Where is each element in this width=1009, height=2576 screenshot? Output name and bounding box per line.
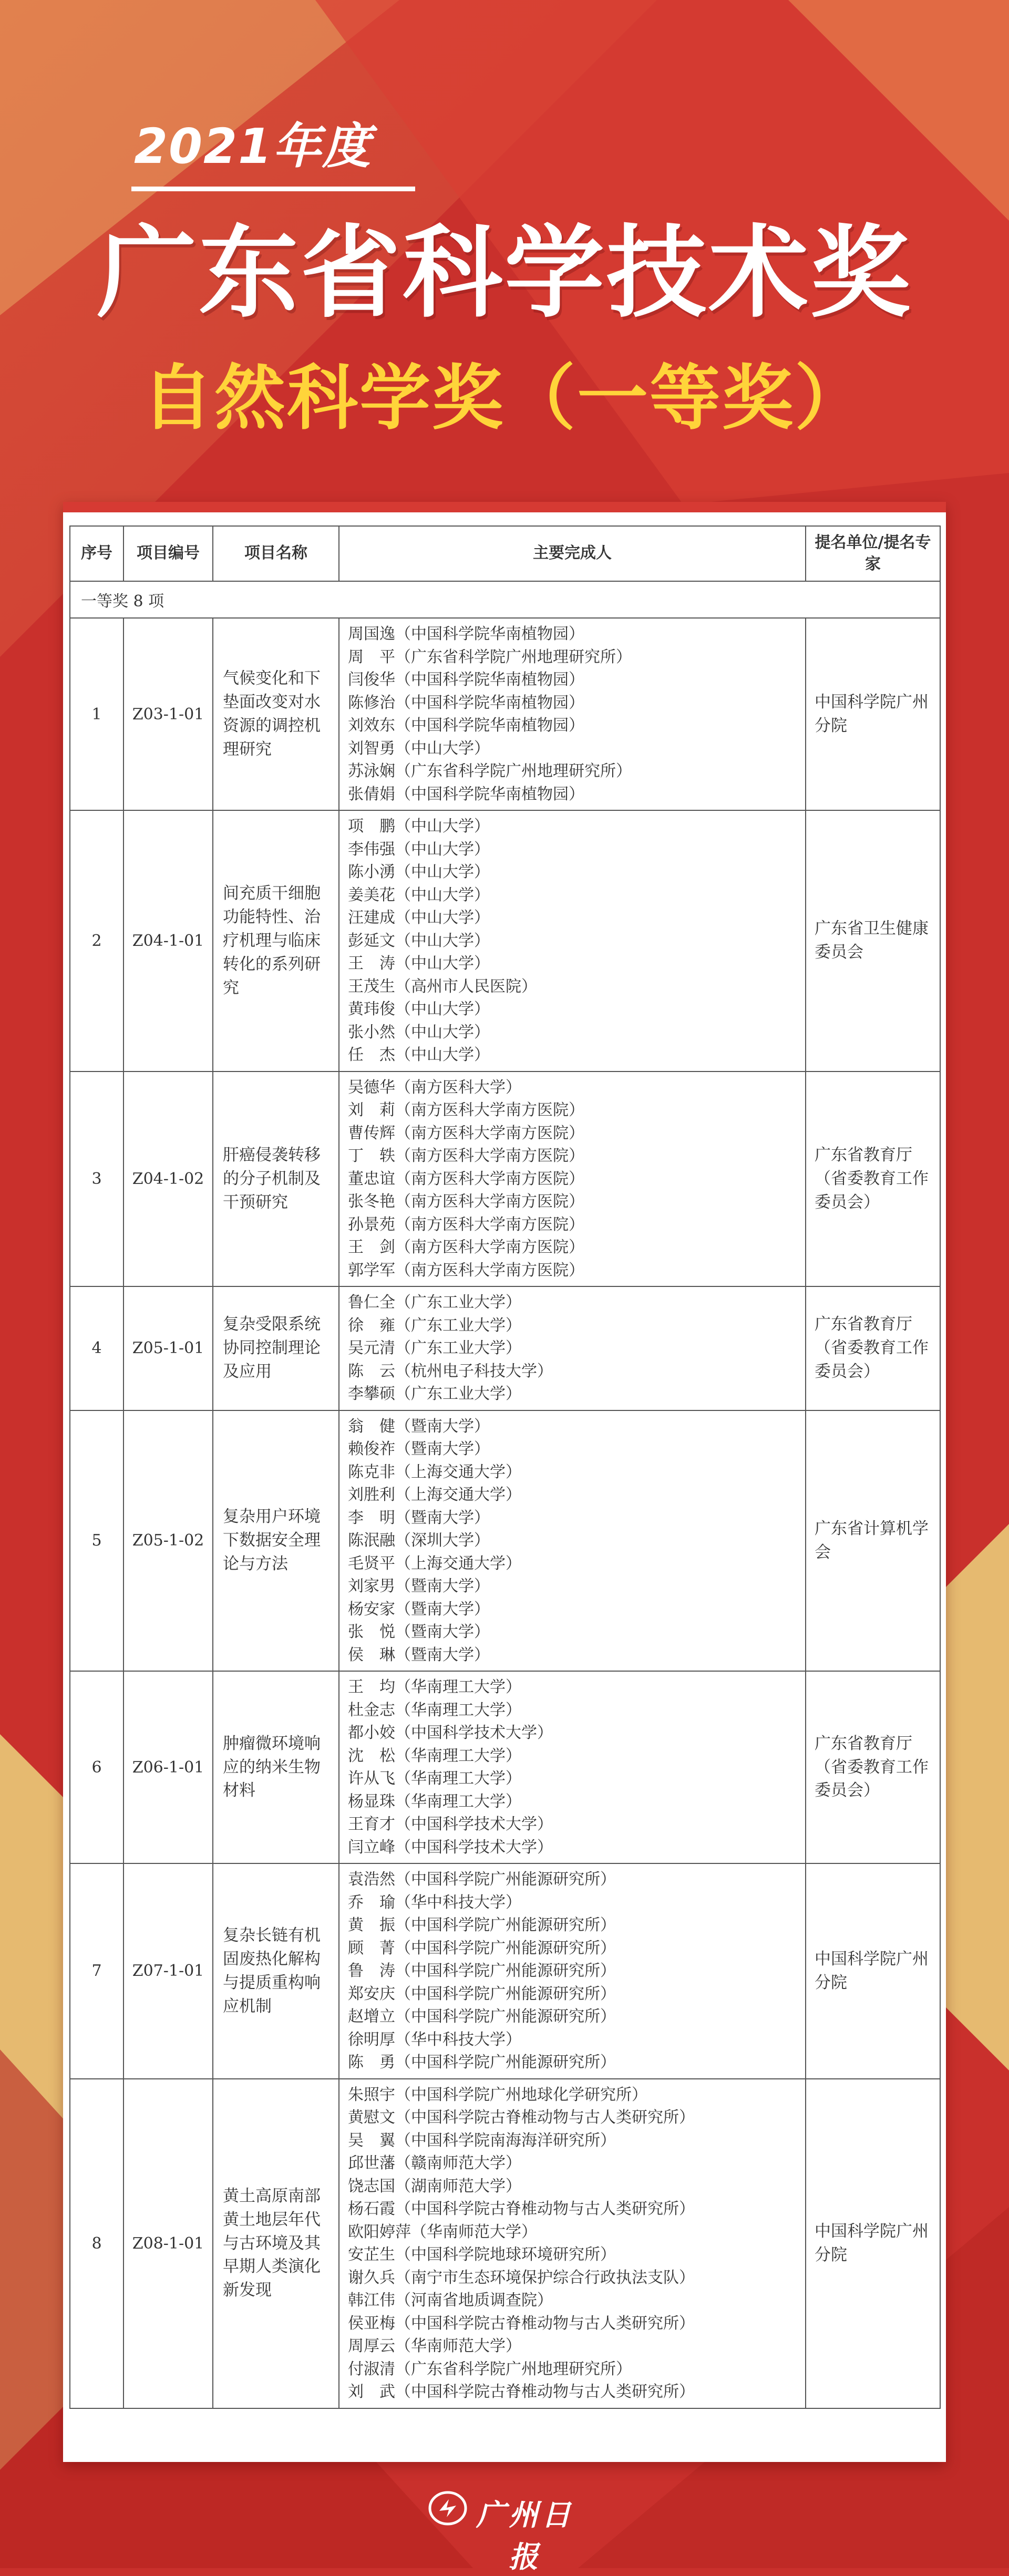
- project-code: Z04-1-01: [123, 810, 213, 1071]
- completer: 李伟强（中山大学）: [348, 840, 490, 859]
- completer: 乔 瑜（华中科技大学）: [348, 1893, 521, 1912]
- row-number: 2: [70, 810, 123, 1071]
- row-number: 5: [70, 1410, 123, 1672]
- project-code: Z08-1-01: [123, 2079, 213, 2408]
- completer: 袁浩然（中国科学院广州能源研究所）: [348, 1870, 616, 1889]
- completer: 王育才（中国科学技术大学）: [348, 1815, 553, 1833]
- awards-panel: [63, 502, 946, 2462]
- table-row: [70, 1286, 940, 1410]
- completer: 饶志国（湖南师范大学）: [348, 2177, 521, 2196]
- footer: [0, 2485, 1009, 2574]
- table-row: [70, 1671, 940, 1863]
- table-row: [70, 2079, 940, 2408]
- header-nominator: 提名单位/提名专家: [806, 526, 940, 581]
- table-row: [70, 1071, 940, 1287]
- completer: 黄 振（中国科学院广州能源研究所）: [348, 1916, 616, 1934]
- completers-list: [339, 1863, 806, 2079]
- completer: 赖俊祚（暨南大学）: [348, 1440, 490, 1458]
- year-label: 2021年度: [134, 118, 372, 174]
- row-number: 4: [70, 1286, 123, 1410]
- project-code: Z04-1-02: [123, 1071, 213, 1287]
- completer: 翁 健（暨南大学）: [348, 1417, 490, 1436]
- completer: 王茂生（高州市人民医院）: [348, 977, 537, 996]
- completer: 黄玮俊（中山大学）: [348, 1000, 490, 1018]
- completers-list: [339, 618, 806, 810]
- completers-list: [339, 1410, 806, 1672]
- logo-text: 广州日报: [476, 2498, 574, 2574]
- completer: 安芷生（中国科学院地球环境研究所）: [348, 2245, 616, 2264]
- section-row: [70, 581, 940, 618]
- completer: 毛贤平（上海交通大学）: [348, 1554, 521, 1573]
- completer: 邱世藩（赣南师范大学）: [348, 2154, 521, 2172]
- completer: 刘 武（中国科学院古脊椎动物与古人类研究所）: [348, 2383, 695, 2401]
- completers-list: [339, 1671, 806, 1863]
- completer: 刘家男（暨南大学）: [348, 1577, 490, 1595]
- completer: 郭学军（南方医科大学南方医院）: [348, 1261, 584, 1280]
- project-code: Z06-1-01: [123, 1671, 213, 1863]
- completer: 董忠谊（南方医科大学南方医院）: [348, 1169, 584, 1188]
- completer: 任 杰（中山大学）: [348, 1046, 490, 1064]
- completer: 周国逸（中国科学院华南植物园）: [348, 625, 584, 643]
- awards-table: [69, 525, 941, 2409]
- completer: 陈克非（上海交通大学）: [348, 1462, 521, 1481]
- completer: 姜美花（中山大学）: [348, 885, 490, 904]
- completer: 丁 轶（南方医科大学南方医院）: [348, 1147, 584, 1165]
- completer: 王 剑（南方医科大学南方医院）: [348, 1238, 584, 1256]
- completer: 赵增立（中国科学院广州能源研究所）: [348, 2007, 616, 2026]
- completer: 谢久兵（南宁市生态环境保护综合行政执法支队）: [348, 2268, 695, 2287]
- nominator: 广东省教育厅（省委教育工作委员会）: [806, 1671, 940, 1863]
- completer: 周 平（广东省科学院广州地理研究所）: [348, 647, 632, 666]
- completers-list: [339, 1071, 806, 1287]
- project-code: Z03-1-01: [123, 618, 213, 810]
- row-number: 6: [70, 1671, 123, 1863]
- project-code: Z07-1-01: [123, 1863, 213, 2079]
- project-name: 气候变化和下垫面改变对水资源的调控机理研究: [213, 618, 339, 810]
- completer: 陈 勇（中国科学院广州能源研究所）: [348, 2053, 616, 2072]
- table-header-row: [70, 526, 940, 581]
- completer: 吴 翼（中国科学院南海海洋研究所）: [348, 2131, 616, 2150]
- header-people: 主要完成人: [339, 526, 806, 581]
- completer: 都小姣（中国科学技术大学）: [348, 1724, 553, 1742]
- project-name: 肿瘤微环境响应的纳米生物材料: [213, 1671, 339, 1863]
- header-code: 项目编号: [123, 526, 213, 581]
- completer: 周厚云（华南师范大学）: [348, 2337, 521, 2355]
- project-name: 肝癌侵袭转移的分子机制及干预研究: [213, 1071, 339, 1287]
- completer: 张小然（中山大学）: [348, 1023, 490, 1042]
- completer: 付淑清（广东省科学院广州地理研究所）: [348, 2359, 632, 2378]
- completer: 刘效东（中国科学院华南植物园）: [348, 716, 584, 735]
- page-title: 广东省科学技术奖: [96, 215, 912, 331]
- nominator: 广东省卫生健康委员会: [806, 810, 940, 1071]
- completer: 陈小湧（中山大学）: [348, 863, 490, 881]
- completer: 曹传辉（南方医科大学南方医院）: [348, 1124, 584, 1142]
- completer: 李 明（暨南大学）: [348, 1508, 490, 1527]
- completers-list: [339, 2079, 806, 2408]
- completer: 郑安庆（中国科学院广州能源研究所）: [348, 1984, 616, 2003]
- nominator: 中国科学院广州分院: [806, 1863, 940, 2079]
- table-row: [70, 618, 940, 810]
- nominator: 广东省教育厅（省委教育工作委员会）: [806, 1071, 940, 1287]
- completer: 朱照宇（中国科学院广州地球化学研究所）: [348, 2085, 647, 2104]
- nominator: 广东省计算机学会: [806, 1410, 940, 1672]
- completers-list: [339, 810, 806, 1071]
- row-number: 1: [70, 618, 123, 810]
- completer: 闫立峰（中国科学技术大学）: [348, 1838, 553, 1857]
- completer: 陈泯融（深圳大学）: [348, 1531, 490, 1550]
- completer: 杨石霞（中国科学院古脊椎动物与古人类研究所）: [348, 2200, 695, 2218]
- completer: 欧阳婷萍（华南师范大学）: [348, 2222, 537, 2241]
- completer: 苏泳娴（广东省科学院广州地理研究所）: [348, 762, 632, 780]
- table-row: [70, 1863, 940, 2079]
- table-row: [70, 810, 940, 1071]
- row-number: 8: [70, 2079, 123, 2408]
- nominator: 广东省教育厅（省委教育工作委员会）: [806, 1286, 940, 1410]
- completer: 孙景苑（南方医科大学南方医院）: [348, 1215, 584, 1234]
- completer: 韩江伟（河南省地质调查院）: [348, 2291, 553, 2310]
- completer: 鲁仁全（广东工业大学）: [348, 1293, 521, 1312]
- completer: 彭延文（中山大学）: [348, 931, 490, 950]
- header: [0, 0, 1009, 504]
- completer: 沈 松（华南理工大学）: [348, 1746, 521, 1765]
- project-name: 间充质干细胞功能特性、治疗机理与临床转化的系列研究: [213, 810, 339, 1071]
- completer: 李攀硕（广东工业大学）: [348, 1385, 521, 1403]
- completer: 杨安家（暨南大学）: [348, 1600, 490, 1619]
- row-number: 7: [70, 1863, 123, 2079]
- year-underline: [131, 187, 415, 191]
- completer: 张倩娟（中国科学院华南植物园）: [348, 785, 584, 803]
- completer: 杨显珠（华南理工大学）: [348, 1792, 521, 1811]
- header-no: 序号: [70, 526, 123, 581]
- completer: 闫俊华（中国科学院华南植物园）: [348, 671, 584, 689]
- nominator: 中国科学院广州分院: [806, 618, 940, 810]
- project-name: 复杂受限系统协同控制理论及应用: [213, 1286, 339, 1410]
- panel-top-bar: [63, 502, 946, 512]
- completer: 吴德华（南方医科大学）: [348, 1078, 521, 1097]
- guangzhou-daily-logo: [426, 2485, 583, 2574]
- completer: 王 涛（中山大学）: [348, 954, 490, 973]
- completer: 张 悦（暨南大学）: [348, 1623, 490, 1641]
- completer: 顾 菁（中国科学院广州能源研究所）: [348, 1939, 616, 1957]
- project-name: 黄土高原南部黄土地层年代与古环境及其早期人类演化新发现: [213, 2079, 339, 2408]
- completer: 王 均（华南理工大学）: [348, 1678, 521, 1696]
- completer: 徐 雍（广东工业大学）: [348, 1316, 521, 1335]
- row-number: 3: [70, 1071, 123, 1287]
- completer: 张冬艳（南方医科大学南方医院）: [348, 1192, 584, 1211]
- section-label: 一等奖 8 项: [70, 581, 940, 618]
- project-name: 复杂用户环境下数据安全理论与方法: [213, 1410, 339, 1672]
- completer: 侯亚梅（中国科学院古脊椎动物与古人类研究所）: [348, 2314, 695, 2333]
- completer: 陈修治（中国科学院华南植物园）: [348, 693, 584, 712]
- completer: 鲁 涛（中国科学院广州能源研究所）: [348, 1962, 616, 1980]
- project-name: 复杂长链有机固废热化解构与提质重构响应机制: [213, 1863, 339, 2079]
- page-subtitle: 自然科学奖（一等奖）: [142, 357, 867, 439]
- completer: 刘智勇（中山大学）: [348, 739, 490, 758]
- completer: 徐明厚（华中科技大学）: [348, 2030, 521, 2049]
- completer: 黄慰文（中国科学院古脊椎动物与古人类研究所）: [348, 2108, 695, 2127]
- completer: 陈 云（杭州电子科技大学）: [348, 1362, 553, 1380]
- completer: 项 鹏（中山大学）: [348, 817, 490, 836]
- table-row: [70, 1410, 940, 1672]
- project-code: Z05-1-01: [123, 1286, 213, 1410]
- completer: 侯 琳（暨南大学）: [348, 1645, 490, 1664]
- completers-list: [339, 1286, 806, 1410]
- completer: 刘 莉（南方医科大学南方医院）: [348, 1101, 584, 1119]
- completer: 吴元清（广东工业大学）: [348, 1339, 521, 1357]
- completer: 刘胜利（上海交通大学）: [348, 1486, 521, 1504]
- completer: 许从飞（华南理工大学）: [348, 1769, 521, 1788]
- nominator: 中国科学院广州分院: [806, 2079, 940, 2408]
- completer: 杜金志（华南理工大学）: [348, 1701, 521, 1719]
- completer: 汪建成（中山大学）: [348, 909, 490, 927]
- project-code: Z05-1-02: [123, 1410, 213, 1672]
- header-name: 项目名称: [213, 526, 339, 581]
